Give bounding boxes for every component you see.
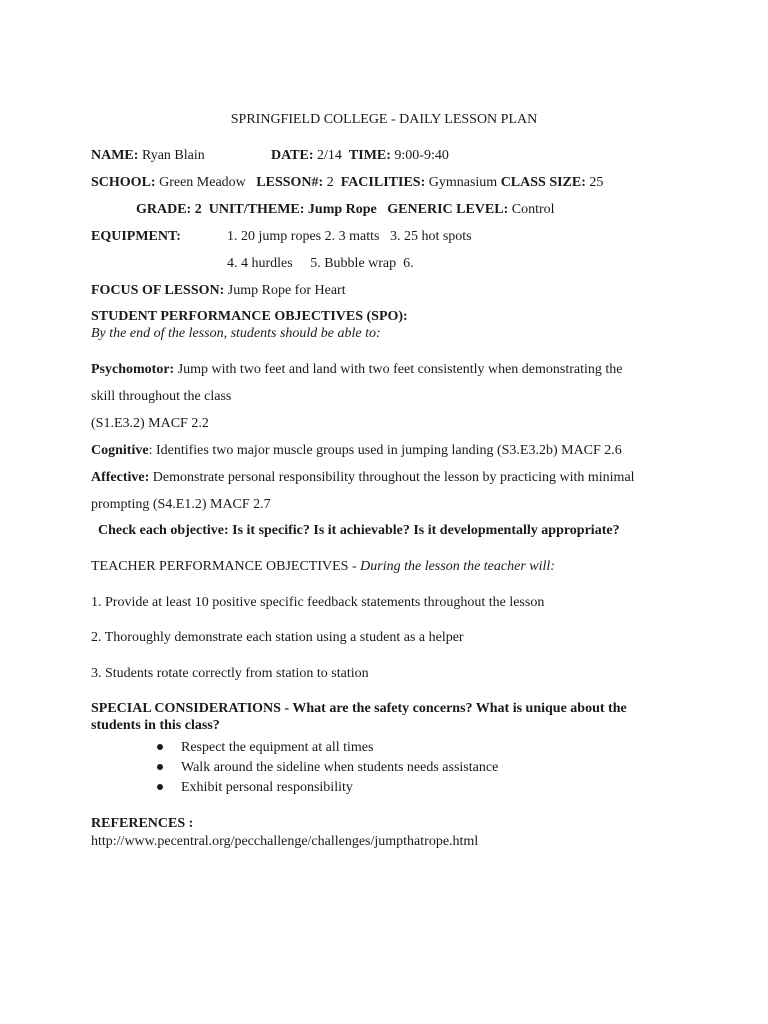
affective-line-1 [91,470,635,486]
equipment-item: 2. 3 matts [324,229,380,244]
affective-line-2: prompting (S4.E1.2) MACF 2.7 [91,497,271,512]
document-title: SPRINGFIELD COLLEGE - DAILY LESSON PLAN [230,112,538,127]
equipment-row-1 [91,229,472,245]
facilities-value: Gymnasium [428,175,498,190]
bullet-icon [157,764,163,770]
facilities-label: FACILITIES: [340,175,426,190]
cognitive-line [91,443,622,459]
unit-value: Jump Rope [307,202,377,217]
tpo-item: 2. Thoroughly demonstrate each station using a student as a helper [91,630,464,645]
focus-label: FOCUS OF LESSON: [91,283,225,298]
school-label: SCHOOL: [91,175,156,190]
references-heading: REFERENCES : [91,816,194,831]
tpo-dash: - [348,559,361,574]
equipment-item: 1. 20 jump ropes [227,229,322,244]
tpo-intro: During the lesson the teacher will: [360,559,555,574]
special-heading-2: students in this class? [91,718,220,733]
lesson-label: LESSON#: [256,175,324,190]
grade-row [136,202,555,218]
name-label: NAME: [91,148,139,163]
class-size-label: CLASS SIZE: [500,175,586,190]
psychomotor-ref: (S1.E3.2) MACF 2.2 [91,416,209,431]
spo-heading: STUDENT PERFORMANCE OBJECTIVES (SPO): [91,309,408,324]
psychomotor-line-2: skill throughout the class [91,389,232,404]
grade-label: GRADE: [136,202,192,217]
name-date-time-row [91,148,449,164]
equipment-label: EQUIPMENT: [91,229,181,244]
equipment-item: 3. 25 hot spots [389,229,472,244]
school-value: Green Meadow [159,175,246,190]
reference-url[interactable]: http://www.pecentral.org/pecchallenge/challenges/jumpthatrope.html [91,834,479,849]
tpo-item: 1. Provide at least 10 positive specific feedback statements throughout the lesson [91,595,545,610]
date-value: 2/14 [317,148,342,163]
list-item [157,778,498,798]
school-row [91,175,603,191]
list-item [157,738,498,758]
generic-level-value: Control [511,202,555,217]
list-item [157,758,498,778]
equipment-item: 6. [403,256,414,271]
unit-label: UNIT/THEME: [208,202,305,217]
list-item-text: Exhibit personal responsibility [181,780,353,795]
date-label: DATE: [271,148,314,163]
psychomotor-line-1 [91,362,623,378]
equipment-item: 5. Bubble wrap [310,256,397,271]
check-objective: Check each objective: Is it specific? Is it achievable? Is it developmentally appropriate? [98,523,620,538]
psychomotor-label: Psychomotor: [91,362,175,377]
special-list [157,738,498,798]
tpo-heading-row [91,559,555,575]
grade-value: 2 [194,202,202,217]
spo-intro: By the end of the lesson, students should be able to: [91,326,381,341]
class-size-value: 25 [589,175,604,190]
generic-level-label: GENERIC LEVEL: [387,202,509,217]
bullet-icon [157,784,163,790]
list-item-text: Walk around the sideline when students needs assistance [181,760,499,775]
cognitive-label: Cognitive [91,443,149,458]
psychomotor-text: Jump with two feet and land with two feet consistently when demonstrating the [177,362,623,377]
equipment-row-2 [227,256,414,272]
affective-label: Affective: [91,470,150,485]
tpo-item: 3. Students rotate correctly from station to station [91,666,369,681]
time-label: TIME: [348,148,391,163]
focus-row [91,283,346,299]
focus-value: Jump Rope for Heart [227,283,346,298]
cognitive-text: : Identifies two major muscle groups used in jumping landing (S3.E3.2b) MACF 2.6 [148,443,622,458]
equipment-item: 4. 4 hurdles [227,256,293,271]
list-item-text: Respect the equipment at all times [181,740,374,755]
time-value: 9:00-9:40 [394,148,449,163]
affective-text: Demonstrate personal responsibility throughout the lesson by practicing with minimal [152,470,635,485]
bullet-icon [157,744,163,750]
lesson-value: 2 [326,175,334,190]
tpo-heading: TEACHER PERFORMANCE OBJECTIVES [91,559,349,574]
special-heading-1: SPECIAL CONSIDERATIONS - What are the safety concerns? What is unique about the [91,701,627,716]
name-value: Ryan Blain [141,148,205,163]
